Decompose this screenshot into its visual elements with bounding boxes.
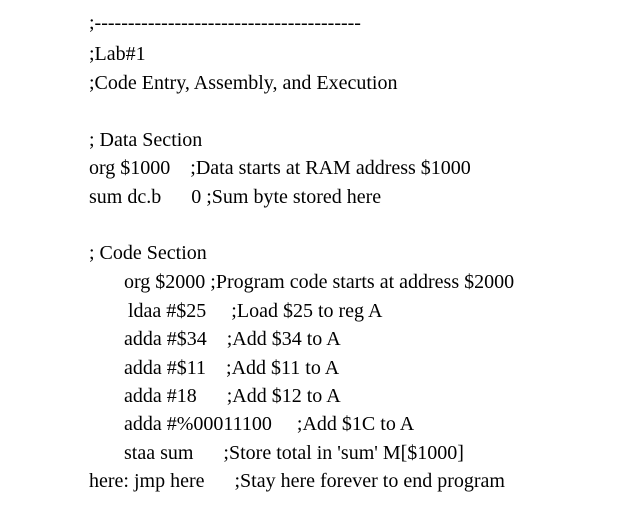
separator-comment-line: ;---------------------------------------- [89, 12, 361, 34]
adda-34-line: adda #$34 ;Add $34 to A [124, 328, 341, 350]
code-section-heading: ; Code Section [89, 242, 207, 264]
org-1000-line: org $1000 ;Data starts at RAM address $1000 [89, 157, 471, 179]
adda-binary-line: adda #%00011100 ;Add $1C to A [124, 413, 415, 435]
lab-title-line: ;Lab#1 [89, 43, 146, 65]
org-2000-line: org $2000 ;Program code starts at address $2000 [124, 271, 515, 293]
subtitle-line: ;Code Entry, Assembly, and Execution [89, 72, 398, 94]
here-jmp-line: here: jmp here ;Stay here forever to end program [89, 470, 505, 492]
adda-11-line: adda #$11 ;Add $11 to A [124, 357, 340, 379]
data-section-heading: ; Data Section [89, 129, 203, 151]
adda-18-line: adda #18 ;Add $12 to A [124, 385, 341, 407]
staa-sum-line: staa sum ;Store total in 'sum' M[$1000] [124, 442, 464, 464]
sum-dcb-line: sum dc.b 0 ;Sum byte stored here [89, 186, 382, 208]
ldaa-line: ldaa #$25 ;Load $25 to reg A [128, 300, 383, 322]
